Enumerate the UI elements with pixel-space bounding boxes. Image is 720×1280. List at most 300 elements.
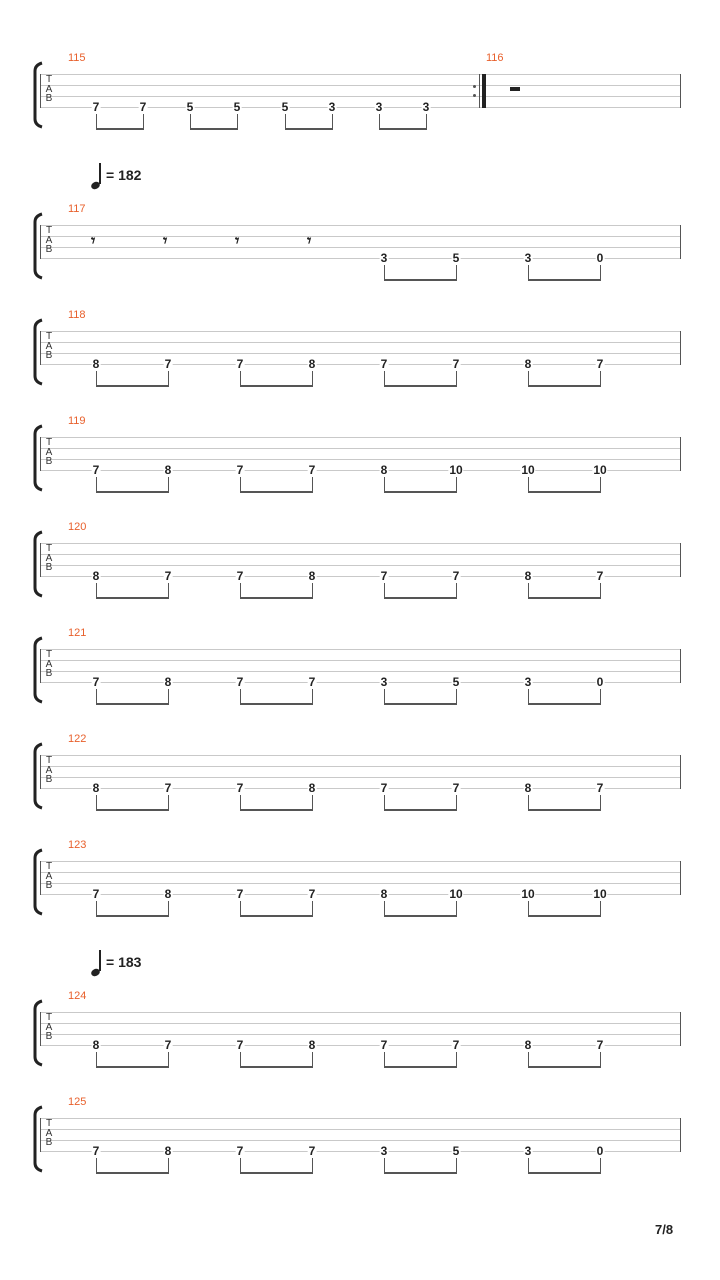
barline-start [40, 543, 41, 577]
note-stem [312, 689, 313, 703]
staff-line [40, 883, 681, 884]
note-stem [384, 689, 385, 703]
fret-number: 7 [236, 887, 244, 901]
fret-number: 8 [308, 569, 316, 583]
staff-line [40, 258, 681, 259]
note-stem [240, 1158, 241, 1172]
note-stem [168, 1052, 169, 1066]
fret-number: 7 [236, 1038, 244, 1052]
fret-number: 8 [308, 781, 316, 795]
note-stem [240, 901, 241, 915]
fret-number: 7 [308, 463, 316, 477]
fret-number: 3 [524, 675, 532, 689]
fret-number: 7 [92, 100, 100, 114]
note-stem [384, 583, 385, 597]
note-stem [96, 583, 97, 597]
tab-clef-letter: A [45, 764, 53, 776]
note-stem [528, 265, 529, 279]
beam [384, 1066, 457, 1068]
fret-number: 7 [236, 675, 244, 689]
tab-clef-letter: T [45, 1012, 53, 1023]
fret-number: 8 [92, 357, 100, 371]
fret-number: 8 [164, 675, 172, 689]
beam [528, 597, 601, 599]
note-stem [384, 265, 385, 279]
tab-clef [43, 862, 55, 891]
fret-number: 7 [92, 1144, 100, 1158]
tab-clef-letter: T [45, 543, 53, 554]
staff-line [40, 437, 681, 438]
fret-number: 7 [452, 357, 460, 371]
beam [285, 128, 333, 130]
barline-start [40, 437, 41, 471]
note-stem [528, 901, 529, 915]
note-stem [99, 163, 101, 184]
barline-start [40, 649, 41, 683]
fret-number: 7 [308, 675, 316, 689]
staff-line [40, 74, 681, 75]
fret-number: 0 [596, 675, 604, 689]
fret-number: 7 [164, 357, 172, 371]
barline-start [40, 1118, 41, 1152]
fret-number: 3 [422, 100, 430, 114]
fret-number: 7 [236, 357, 244, 371]
beam [384, 597, 457, 599]
note-stem [600, 689, 601, 703]
tab-clef-letter: A [45, 83, 53, 95]
staff-line [40, 459, 681, 460]
fret-number: 7 [308, 887, 316, 901]
barline-end [680, 1118, 681, 1152]
staff-line [40, 470, 681, 471]
beam [384, 279, 457, 281]
note-stem [384, 477, 385, 491]
fret-number: 7 [380, 781, 388, 795]
barline-start [40, 1012, 41, 1046]
staff-line [40, 96, 681, 97]
note-stem [528, 1052, 529, 1066]
staff-line [40, 236, 681, 237]
beam [528, 1066, 601, 1068]
note-stem [168, 477, 169, 491]
note-stem [168, 689, 169, 703]
measure-number: 116 [486, 52, 504, 64]
beam [240, 703, 313, 705]
staff-line [40, 247, 681, 248]
tab-clef-letter: T [45, 649, 53, 660]
tab-clef-letter: T [45, 225, 53, 236]
fret-number: 7 [596, 569, 604, 583]
note-stem [168, 1158, 169, 1172]
note-stem [456, 371, 457, 385]
fret-number: 5 [452, 251, 460, 265]
fret-number: 8 [92, 781, 100, 795]
fret-number: 7 [164, 781, 172, 795]
fret-number: 8 [92, 1038, 100, 1052]
tempo-value: = 183 [106, 954, 142, 970]
beam [96, 703, 169, 705]
repeat-dot [473, 85, 476, 88]
barline-start [40, 861, 41, 895]
fret-number: 8 [524, 781, 532, 795]
fret-number: 10 [593, 887, 607, 901]
barline-end [680, 74, 681, 108]
tab-clef-letter: A [45, 1021, 53, 1033]
eighth-rest-icon: 𝄾 [163, 233, 168, 250]
staff-line [40, 448, 681, 449]
barline-end [680, 861, 681, 895]
note-stem [312, 371, 313, 385]
note-stem [168, 583, 169, 597]
tab-clef-letter: B [45, 244, 53, 255]
beam [240, 809, 313, 811]
beam [240, 385, 313, 387]
repeat-barline-thick [482, 74, 486, 108]
page-number: 7/8 [655, 1222, 674, 1237]
tab-clef [43, 1013, 55, 1042]
fret-number: 8 [164, 887, 172, 901]
note-stem [96, 1052, 97, 1066]
fret-number: 7 [452, 569, 460, 583]
beam [96, 1066, 169, 1068]
note-stem [600, 901, 601, 915]
tab-clef-letter: T [45, 331, 53, 342]
fret-number: 3 [524, 1144, 532, 1158]
staff-line [40, 1034, 681, 1035]
fret-number: 3 [380, 251, 388, 265]
note-stem [528, 583, 529, 597]
staff-line [40, 1023, 681, 1024]
staff-line [40, 649, 681, 650]
barline-end [680, 649, 681, 683]
note-stem [237, 114, 238, 128]
note-stem [456, 795, 457, 809]
note-stem [168, 371, 169, 385]
staff-line [40, 554, 681, 555]
fret-number: 10 [521, 887, 535, 901]
fret-number: 7 [139, 100, 147, 114]
fret-number: 8 [92, 569, 100, 583]
tab-clef-letter: A [45, 234, 53, 246]
fret-number: 8 [524, 357, 532, 371]
beam [96, 597, 169, 599]
fret-number: 7 [452, 1038, 460, 1052]
eighth-rest-icon: 𝄾 [91, 233, 96, 250]
beam [240, 915, 313, 917]
barline-end [680, 225, 681, 259]
note-stem [96, 795, 97, 809]
staff-line [40, 788, 681, 789]
barline-end [680, 755, 681, 789]
staff-line [40, 1151, 681, 1152]
measure-number: 120 [68, 521, 87, 533]
fret-number: 8 [524, 569, 532, 583]
beam [384, 915, 457, 917]
repeat-dot [473, 94, 476, 97]
note-stem [600, 265, 601, 279]
measure-number: 117 [68, 203, 86, 215]
note-stem [96, 901, 97, 915]
beam [384, 1172, 457, 1174]
note-stem [384, 1052, 385, 1066]
note-stem [600, 583, 601, 597]
note-stem [168, 901, 169, 915]
beam [240, 597, 313, 599]
beam [96, 491, 169, 493]
tab-clef [43, 332, 55, 361]
note-stem [600, 1052, 601, 1066]
staff-line [40, 872, 681, 873]
staff-line [40, 1129, 681, 1130]
note-stem [456, 689, 457, 703]
tab-clef-letter: B [45, 456, 53, 467]
note-stem [456, 583, 457, 597]
fret-number: 10 [521, 463, 535, 477]
tab-clef-letter: B [45, 93, 53, 104]
fret-number: 7 [596, 1038, 604, 1052]
beam [96, 128, 144, 130]
beam [384, 491, 457, 493]
note-stem [600, 795, 601, 809]
staff-line [40, 543, 681, 544]
tab-clef [43, 75, 55, 104]
note-stem [96, 689, 97, 703]
tab-clef [43, 650, 55, 679]
fret-number: 3 [380, 675, 388, 689]
note-stem [384, 901, 385, 915]
staff-line [40, 225, 681, 226]
fret-number: 10 [449, 463, 463, 477]
fret-number: 7 [236, 569, 244, 583]
tab-clef-letter: B [45, 562, 53, 573]
note-stem [600, 371, 601, 385]
fret-number: 7 [452, 781, 460, 795]
measure-number: 123 [68, 839, 87, 851]
note-stem [384, 1158, 385, 1172]
beam [190, 128, 238, 130]
tab-clef-letter: T [45, 1118, 53, 1129]
fret-number: 7 [380, 569, 388, 583]
barline-end [680, 331, 681, 365]
note-stem [456, 901, 457, 915]
tab-clef-letter: A [45, 446, 53, 458]
fret-number: 7 [92, 463, 100, 477]
tab-clef-letter: B [45, 350, 53, 361]
measure-number: 125 [68, 1096, 87, 1108]
staff-line [40, 777, 681, 778]
note-stem [456, 1158, 457, 1172]
fret-number: 5 [452, 675, 460, 689]
staff-line [40, 1140, 681, 1141]
tab-clef [43, 1119, 55, 1148]
tab-clef-letter: B [45, 668, 53, 679]
barline-end [680, 543, 681, 577]
note-stem [456, 477, 457, 491]
fret-number: 3 [524, 251, 532, 265]
beam [96, 809, 169, 811]
fret-number: 7 [380, 1038, 388, 1052]
fret-number: 8 [308, 1038, 316, 1052]
beam [528, 915, 601, 917]
note-stem [528, 689, 529, 703]
eighth-rest-icon: 𝄾 [307, 233, 312, 250]
staff-line [40, 364, 681, 365]
measure-number: 122 [68, 733, 87, 745]
note-stem [96, 114, 97, 128]
fret-number: 7 [164, 1038, 172, 1052]
fret-number: 5 [281, 100, 289, 114]
note-stem [190, 114, 191, 128]
tab-clef-letter: B [45, 774, 53, 785]
beam [528, 809, 601, 811]
note-stem [456, 265, 457, 279]
tab-clef-letter: A [45, 340, 53, 352]
beam [96, 385, 169, 387]
note-stem [600, 477, 601, 491]
beam [240, 1066, 313, 1068]
note-stem [600, 1158, 601, 1172]
tempo-value: = 182 [106, 167, 142, 183]
note-stem [96, 1158, 97, 1172]
note-stem [240, 1052, 241, 1066]
beam [528, 385, 601, 387]
tab-clef [43, 756, 55, 785]
fret-number: 8 [380, 463, 388, 477]
measure-number: 118 [68, 309, 86, 321]
barline-start [40, 74, 41, 108]
note-stem [240, 371, 241, 385]
tab-clef-letter: A [45, 658, 53, 670]
beam [240, 491, 313, 493]
note-stem [285, 114, 286, 128]
note-stem [312, 795, 313, 809]
eighth-rest-icon: 𝄾 [235, 233, 240, 250]
barline-start [40, 331, 41, 365]
staff-line [40, 331, 681, 332]
fret-number: 10 [449, 887, 463, 901]
tab-clef [43, 438, 55, 467]
tab-clef [43, 226, 55, 255]
staff-line [40, 107, 681, 108]
note-stem [312, 1052, 313, 1066]
fret-number: 7 [92, 675, 100, 689]
staff-line [40, 85, 681, 86]
fret-number: 0 [596, 251, 604, 265]
fret-number: 8 [164, 463, 172, 477]
beam [384, 809, 457, 811]
staff-line [40, 766, 681, 767]
half-rest-icon [510, 87, 520, 91]
note-stem [528, 371, 529, 385]
fret-number: 7 [380, 357, 388, 371]
note-stem [143, 114, 144, 128]
staff-line [40, 755, 681, 756]
note-stem [240, 583, 241, 597]
beam [379, 128, 427, 130]
fret-number: 8 [308, 357, 316, 371]
fret-number: 7 [236, 1144, 244, 1158]
fret-number: 7 [596, 357, 604, 371]
fret-number: 10 [593, 463, 607, 477]
fret-number: 8 [380, 887, 388, 901]
staff-line [40, 342, 681, 343]
staff-line [40, 660, 681, 661]
fret-number: 7 [308, 1144, 316, 1158]
note-stem [379, 114, 380, 128]
note-stem [332, 114, 333, 128]
beam [384, 385, 457, 387]
fret-number: 5 [186, 100, 194, 114]
fret-number: 8 [164, 1144, 172, 1158]
note-stem [384, 371, 385, 385]
beam [96, 915, 169, 917]
note-stem [312, 477, 313, 491]
note-stem [456, 1052, 457, 1066]
beam [528, 1172, 601, 1174]
fret-number: 8 [524, 1038, 532, 1052]
note-stem [96, 371, 97, 385]
note-stem [312, 1158, 313, 1172]
tab-clef-letter: A [45, 1127, 53, 1139]
staff-line [40, 1118, 681, 1119]
note-stem [312, 583, 313, 597]
beam [528, 491, 601, 493]
note-stem [99, 950, 101, 971]
tab-clef-letter: B [45, 1031, 53, 1042]
note-stem [96, 477, 97, 491]
measure-number: 115 [68, 52, 86, 64]
barline-end [680, 437, 681, 471]
staff-line [40, 576, 681, 577]
measure-number: 119 [68, 415, 86, 427]
staff-line [40, 671, 681, 672]
beam [528, 279, 601, 281]
fret-number: 3 [328, 100, 336, 114]
tab-clef-letter: A [45, 552, 53, 564]
note-stem [240, 477, 241, 491]
note-stem [312, 901, 313, 915]
barline-end [680, 1012, 681, 1046]
tab-clef-letter: T [45, 755, 53, 766]
note-stem [426, 114, 427, 128]
tab-clef-letter: B [45, 880, 53, 891]
repeat-barline-thin [479, 74, 480, 108]
barline-start [40, 755, 41, 789]
note-stem [528, 1158, 529, 1172]
note-stem [168, 795, 169, 809]
beam [240, 1172, 313, 1174]
fret-number: 7 [596, 781, 604, 795]
fret-number: 7 [236, 463, 244, 477]
staff-line [40, 353, 681, 354]
staff-line [40, 1045, 681, 1046]
beam [96, 1172, 169, 1174]
beam [528, 703, 601, 705]
note-stem [384, 795, 385, 809]
fret-number: 3 [380, 1144, 388, 1158]
fret-number: 0 [596, 1144, 604, 1158]
note-stem [240, 689, 241, 703]
tab-clef [43, 544, 55, 573]
tab-clef-letter: T [45, 861, 53, 872]
fret-number: 5 [452, 1144, 460, 1158]
staff-line [40, 1012, 681, 1013]
tab-clef-letter: T [45, 74, 53, 85]
note-stem [528, 477, 529, 491]
note-stem [240, 795, 241, 809]
tab-clef-letter: A [45, 870, 53, 882]
staff-line [40, 565, 681, 566]
